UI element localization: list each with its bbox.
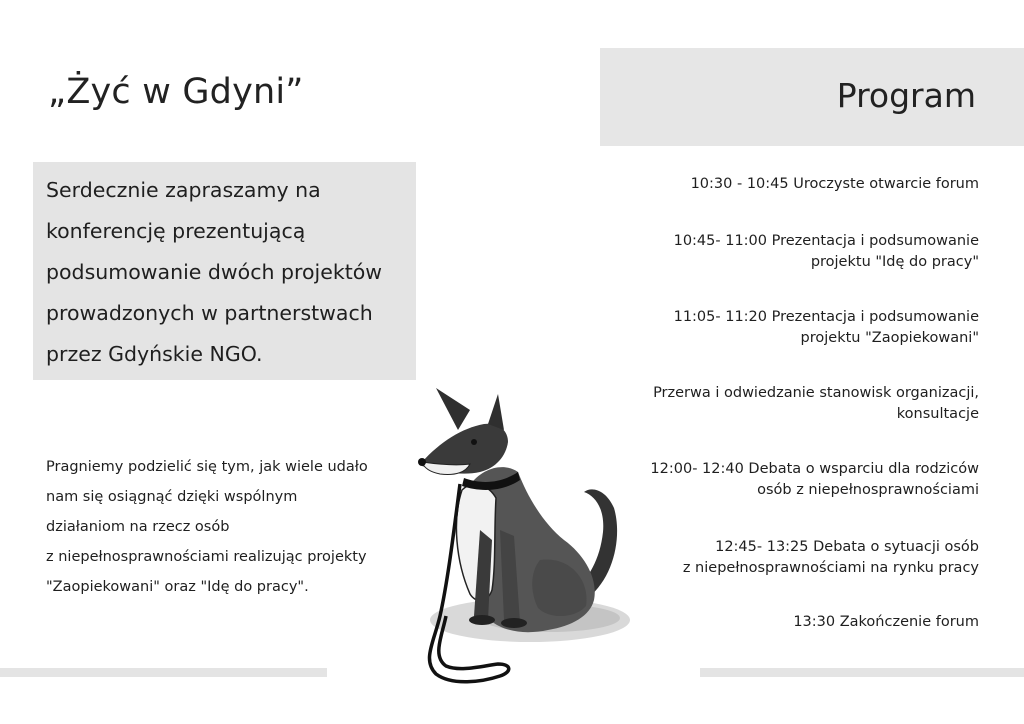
schedule-item	[590, 383, 979, 425]
schedule-item-line2: projektu "Idę do pracy"	[810, 254, 979, 270]
schedule-item	[590, 307, 979, 349]
schedule-item-line1: 12:45- 13:25 Debata o sytuacji osób	[715, 539, 979, 555]
schedule-item	[590, 537, 979, 579]
page-title: „Żyć w Gdyni”	[48, 72, 304, 112]
schedule-item	[590, 459, 979, 501]
dog-illustration	[400, 380, 640, 690]
footer-bar-left	[0, 668, 327, 677]
schedule-item	[590, 174, 979, 195]
intro-paragraph: Pragniemy podzielić się tym, jak wiele udało nam się osiągnąć dzięki wspólnym działaniom na rzecz osób z niepełnosprawnościami realizując projekty "Zaopiekowani" oraz "Idę do pracy".	[46, 459, 368, 595]
program-header	[600, 48, 1024, 146]
schedule-item-line1: 10:45- 11:00 Prezentacja i podsumowanie	[673, 233, 979, 249]
footer-bar-right	[700, 668, 1024, 677]
schedule-item	[590, 231, 979, 273]
schedule-item-line1: 10:30 - 10:45 Uroczyste otwarcie forum	[690, 176, 979, 192]
schedule-item	[590, 612, 979, 633]
program-title: Program	[836, 76, 976, 115]
schedule-item-line1: 13:30 Zakończenie forum	[793, 614, 979, 630]
schedule-item-line2: projektu "Zaopiekowani"	[800, 330, 979, 346]
invitation-text: Serdecznie zapraszamy na konferencję prezentującą podsumowanie dwóch projektów prowadzonych w partnerstwach przez Gdyńskie NGO.	[46, 178, 383, 366]
schedule-item-line1: 12:00- 12:40 Debata o wsparciu dla rodziców	[650, 461, 979, 477]
schedule-item-line1: 11:05- 11:20 Prezentacja i podsumowanie	[673, 309, 979, 325]
schedule-item-line1: Przerwa i odwiedzanie stanowisk organizacji,	[653, 385, 979, 401]
schedule-item-line2: z niepełnosprawnościami na rynku pracy	[682, 560, 979, 576]
invitation-box	[33, 162, 416, 380]
schedule-item-line2: konsultacje	[896, 406, 979, 422]
schedule-item-line2: osób z niepełnosprawnościami	[757, 482, 979, 498]
